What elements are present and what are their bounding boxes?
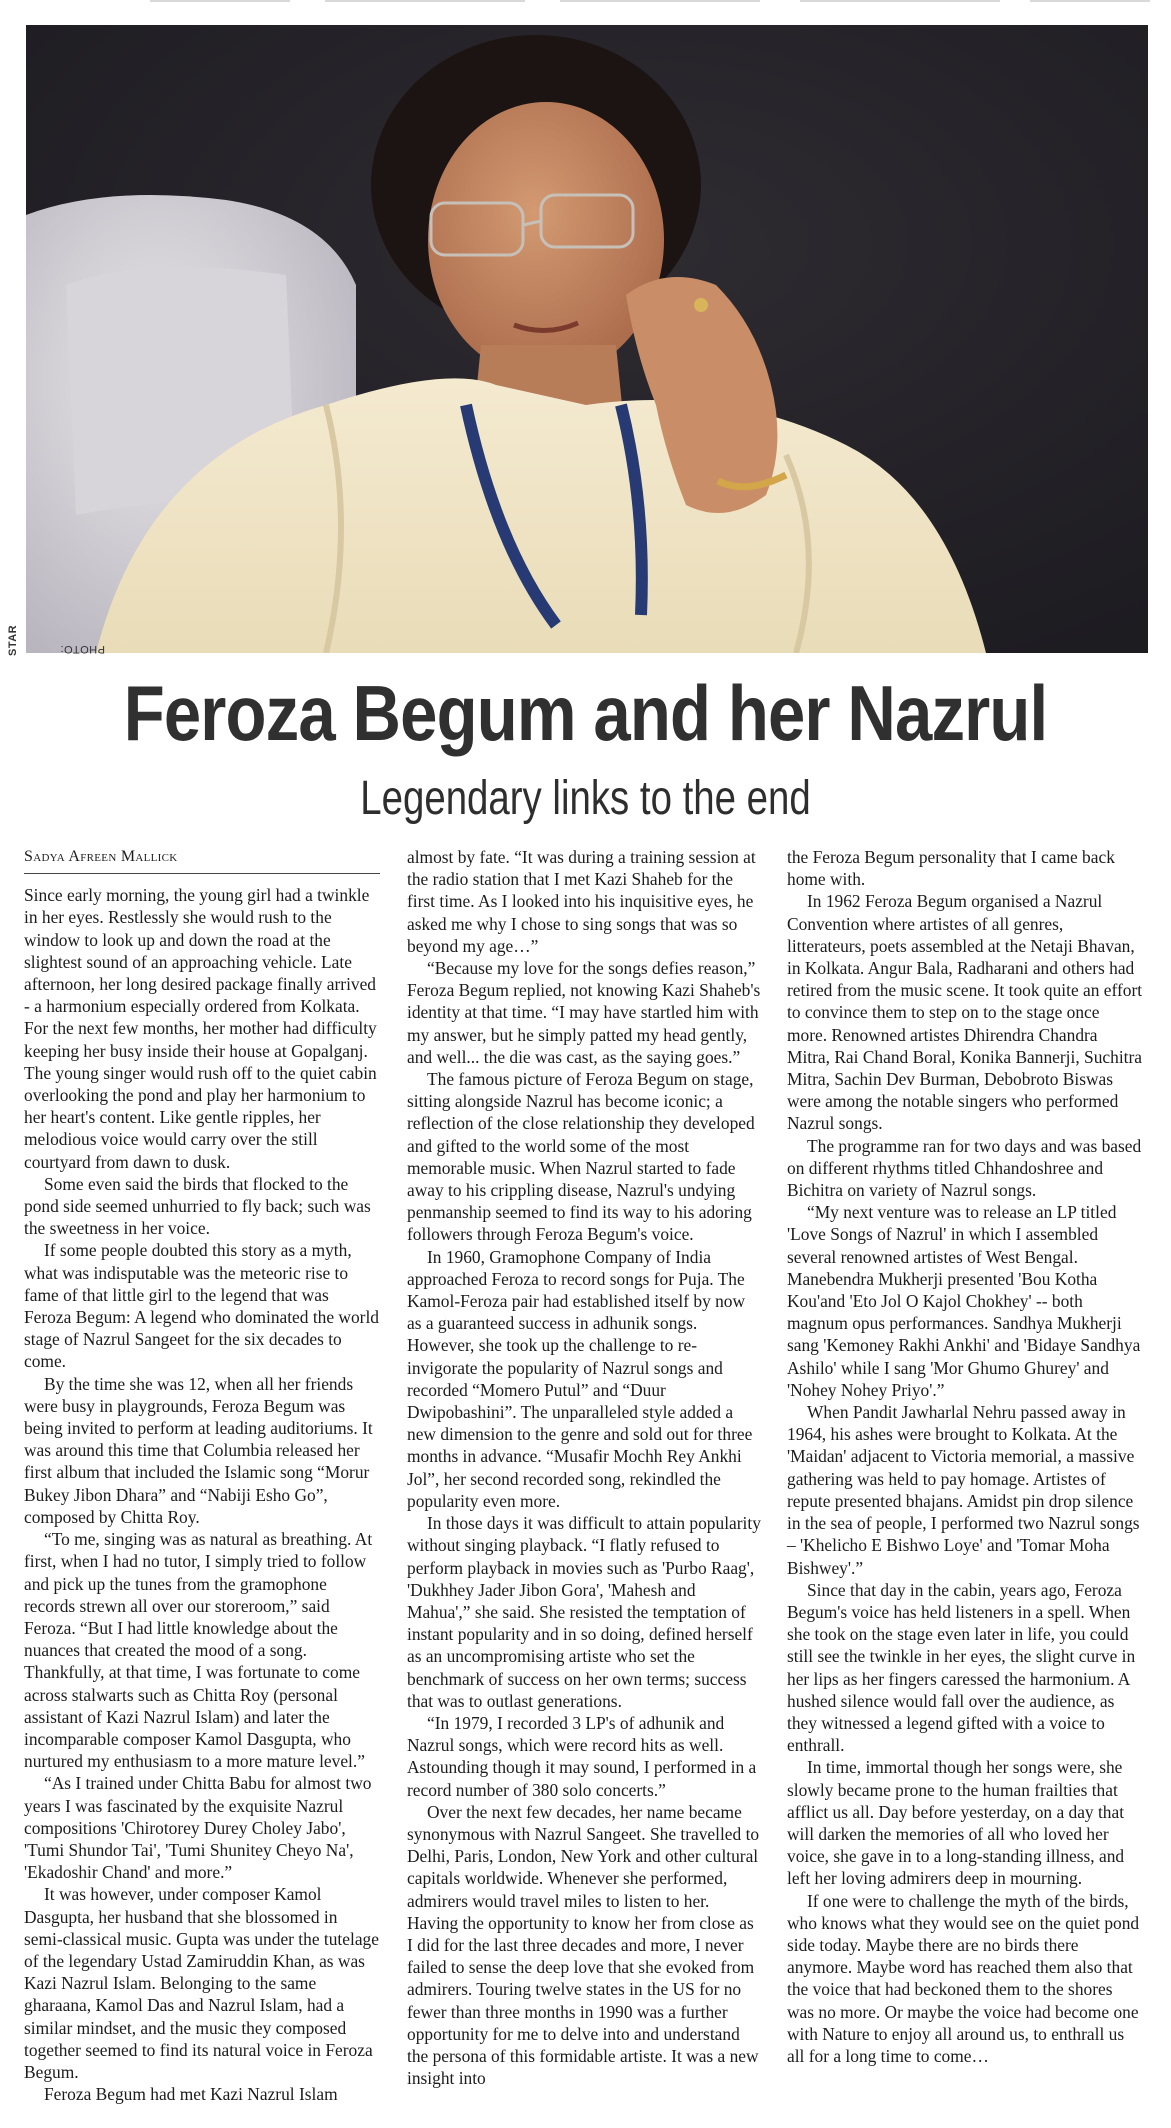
paragraph: “My next venture was to release an LP titled 'Love Songs of Nazrul' in which I assembled several renowned artistes of West Bengal. Manebendra Mukherji presented 'Bou Kotha Kou'and 'Eto Jol O Kajol Chokhey' -- both magnum opus performances. Sandhya Mukherji sang 'Kemoney Rakhi Ankhi' and 'Bidaye Sandhya Ashilo' while I sang 'Mor Ghumo Ghurey' and 'Nohey Nohey Priyo'.” [787, 1202, 1141, 1400]
byline: Sadya Afreen Mallick [24, 846, 380, 874]
article-column-2 [407, 846, 763, 2089]
paragraph: The famous picture of Feroza Begum on stage, sitting alongside Nazrul has become iconic; a reflection of the close relationship they developed and gifted to the world some of the most memorable music. When Nazrul started to fade away to his crippling disease, Nazrul's undying penmanship seemed to find its way to his adoring followers through Feroza Begum's voice. [407, 1069, 755, 1245]
paragraph: By the time she was 12, when all her friends were busy in playgrounds, Feroza Begum was being invited to perform at leading auditoriums. It was around this time that Columbia released her first album that included the Islamic song “Morur Bukey Jibon Dhara” and “Nabiji Esho Go”, composed by Chitta Roy. [24, 1373, 373, 1527]
paragraph: If some people doubted this story as a myth, what was indisputable was the meteoric rise to fame of that little girl to the legend that was Feroza Begum: A legend who dominated the world stage of Nazrul Sangeet for the six decades to come. [24, 1240, 379, 1372]
paragraph: Since that day in the cabin, years ago, Feroza Begum's voice has held listeners in a spell. When she took on the stage even later in life, you could still see the twinkle in her eyes, the slight curve in her lips as her fingers caressed the harmonium. A hushed silence would fall over the audience, as they witnessed a legend gifted with a voice to enthrall. [787, 1579, 1136, 1756]
top-rules [0, 0, 1171, 4]
paragraph: When Pandit Jawharlal Nehru passed away in 1964, his ashes were brought to Kolkata. At the 'Maidan' adjacent to Victoria memorial, a massive gathering was held to pay homage. Artistes of repute presented bhajans. Amidst pin drop silence in the sea of people, I performed two Nazrul songs – 'Khelicho E Bishwo Loye' and 'Tomar Moha Bishwey'.” [787, 1402, 1140, 1578]
paragraph: In those days it was difficult to attain popularity without singing playback. “I flatly refused to perform playback in movies such as 'Purbo Raag', 'Dukhhey Jader Jibon Gora', 'Mahesh and Mahua',” she said. She resisted the temptation of instant popularity and in so doing, defined herself as an uncompromising artiste who set the benchmark of success on her own terms; success that was to outlast generations. [407, 1513, 761, 1711]
paragraph: “As I trained under Chitta Babu for almost two years I was fascinated by the exquisite Nazrul compositions 'Chirotorey Durey Choley Jabo', 'Tumi Shundor Tai', 'Tumi Shunitey Cheyo Na', 'Ekadoshir Chand' and more.” [24, 1773, 372, 1883]
article-column-3 [787, 846, 1143, 2067]
paragraph: The programme ran for two days and was based on different rhythms titled Chhandoshree and Bichitra on variety of Nazrul songs. [787, 1135, 1142, 1201]
photo-credit-source: STAR [7, 624, 19, 656]
headline: Feroza Begum and her Nazrul [123, 669, 1048, 757]
paragraph: Over the next few decades, her name became synonymous with Nazrul Sangeet. She travelled to Delhi, Paris, London, New York and other cultural capitals worldwide. Whenever she performed, admirers would travel miles to listen to her. Having the opportunity to know her from close as I did for the last three decades and more, I never failed to sense the deep love that she evoked from admirers. Touring twelve states in the US for no fewer than three months in 1990 was a further opportunity for me to delve into and understand the persona of this formidable artiste. It was a new insight into [407, 1801, 760, 2089]
paragraph: In 1962 Feroza Begum organised a Nazrul Convention where artistes of all genres, litterateurs, poets assembled at the Netaji Bhavan, in Kolkata. Angur Bala, Radharani and others had retired from the music scene. It took quite an effort to convince them to step on to the stage once more. Renowned artistes Dhirendra Chandra Mitra, Rai Chand Boral, Konika Bannerji, Suchitra Mitra, Sachin Dev Burman, Debobroto Biswas were among the notable singers who performed Nazrul songs. [787, 891, 1143, 1134]
paragraph: “In 1979, I recorded 3 LP's of adhunik and Nazrul songs, which were record hits as well. Astounding though it may sound, I performed in a record number of 380 solo concerts.” [407, 1712, 757, 1800]
paragraph: the Feroza Begum personality that I came back home with. [787, 847, 1115, 890]
subheadline: Legendary links to the end [360, 772, 811, 825]
paragraph: Since early morning, the young girl had a twinkle in her eyes. Restlessly she would rush to the window to look up and down the road at the slightest sound of an approaching vehicle. Late afternoon, her long desired package finally arrived - a harmonium especially ordered from Kolkata. For the next few months, her mother had difficulty keeping her busy inside their house at Gopalganj. The young singer would rush off to the quiet cabin overlooking the pond and play her harmonium to her heart's content. Like gentle ripples, her melodious voice would carry over the still courtyard from dawn to dusk. [24, 885, 377, 1172]
paragraph: If one were to challenge the myth of the birds, who knows what they would see on the quiet pond side today. Maybe there are no birds there anymore. Maybe word has reached them also that the voice that had beckoned them to the shores was no more. Or maybe the voice had become one with Nature to enjoy all around us, to enthrall us all for a long time to come… [787, 1890, 1140, 2066]
photo-credit [6, 558, 105, 658]
paragraph: “Because my love for the songs defies reason,” Feroza Begum replied, not knowing Kazi Shaheb's identity at that time. “I may have startled him with my answer, but he simply patted my head gently, and well... the die was cast, as the saying goes.” [407, 958, 761, 1067]
paragraph: It was however, under composer Kamol Dasgupta, her husband that she blossomed in semi-classical music. Gupta was under the tutelage of the legendary Ustad Zamiruddin Khan, as was Kazi Nazrul Islam. Belonging to the same gharaana, Kamol Das and Nazrul Islam, had a similar mindset, and the music they composed together seemed to find its natural voice in Feroza Begum. [24, 1884, 379, 2082]
paragraph: “To me, singing was as natural as breathing. At first, when I had no tutor, I simply tried to follow and pick up the tunes from the gramophone records strewn all over our storeroom,” said Feroza. “But I had little knowledge about the nuances that created the mood of a song. Thankfully, at that time, I was fortunate to come across stalwarts such as Chitta Roy (personal assistant of Kazi Nazrul Islam) and later the incomparable composer Kamol Dasgupta, who nurtured my enthusiasm to a more mature level.” [24, 1529, 373, 1772]
feroza-begum-photo [26, 25, 1148, 653]
article-column-1 [24, 846, 380, 2105]
paragraph: Some even said the birds that flocked to the pond side seemed unhurried to fly back; such was the sweetness in her voice. [24, 1173, 371, 1239]
paragraph: Feroza Begum had met Kazi Nazrul Islam [44, 2084, 338, 2105]
paragraph: In time, immortal though her songs were, she slowly became prone to the human frailties that afflict us all. Day before yesterday, on a day that will darken the memories of all who loved her voice, she gave in to a long-standing illness, and left her loving admirers deep in mourning. [787, 1757, 1125, 1889]
paragraph: almost by fate. “It was during a training session at the radio station that I met Kazi Shaheb for the first time. As I looked into his inquisitive eyes, he asked me why I chose to sing songs that was so beyond my age…” [407, 847, 756, 956]
photo-credit-prefix: PHOTO: [60, 643, 105, 655]
paragraph: In 1960, Gramophone Company of India approached Feroza to record songs for Puja. The Kamol-Feroza pair had established itself by now as a guaranteed success in adhunik songs. However, she took up the challenge to re-invigorate the popularity of Nazrul songs and recorded “Momero Putul” and “Duur Dwipobashini”. The unparalleled style added a new dimension to the genre and sold out for three months in advance. “Musafir Mochh Rey Ankhi Jol”, her second recorded song, rekindled the popularity even more. [407, 1246, 753, 1511]
